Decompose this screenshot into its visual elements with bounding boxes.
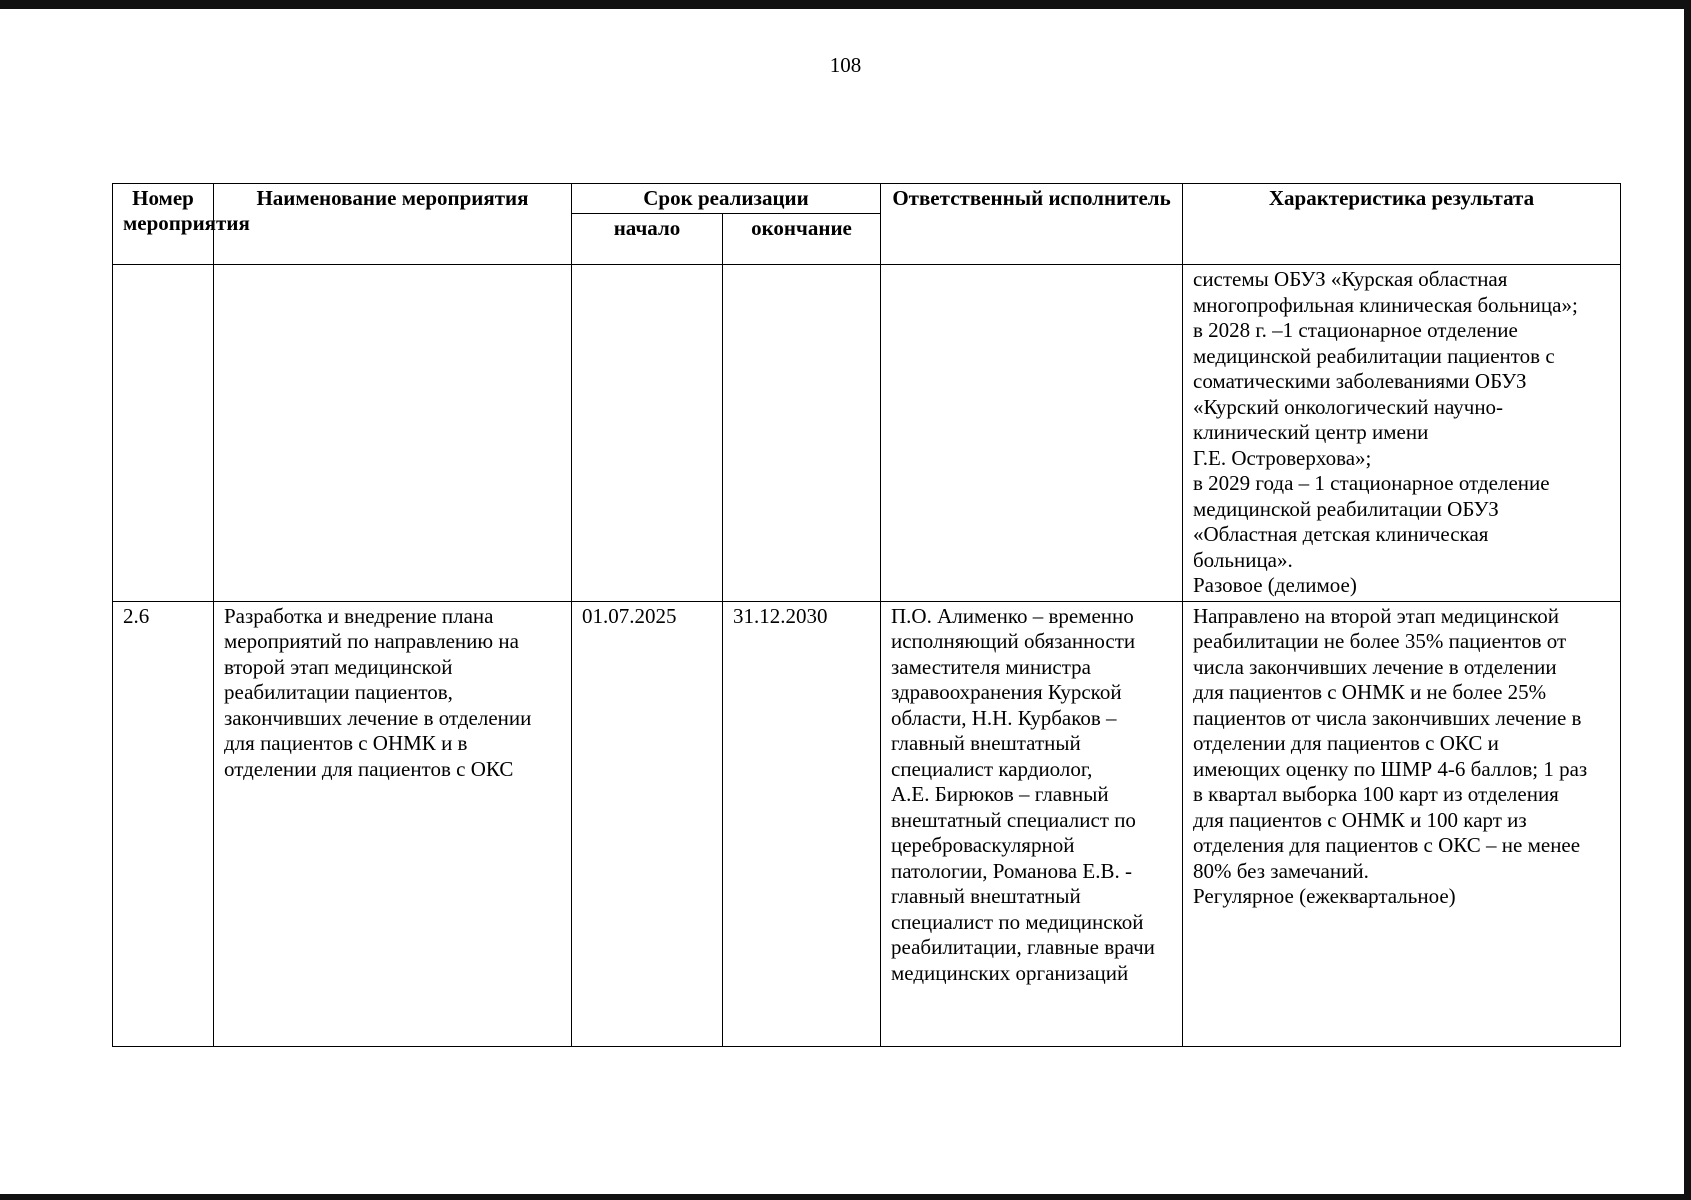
cell-responsible: [881, 601, 1183, 1047]
cell-number: [113, 265, 214, 602]
plan-table: [112, 183, 1621, 1047]
result-line: Разовое (делимое): [1193, 573, 1357, 597]
header-end: окончание: [723, 214, 881, 265]
header-responsible: Ответственный исполнитель: [881, 184, 1183, 265]
responsible-line: главный внештатный: [891, 731, 1081, 755]
table-row: [113, 265, 1621, 602]
scan-border-top: [0, 0, 1691, 9]
result-line: медицинской реабилитации пациентов с: [1193, 343, 1555, 368]
result-line: «Курский онкологический научно-: [1193, 394, 1504, 419]
result-line: клинический центр имени: [1193, 420, 1429, 444]
result-line: пациентов от числа закончивших лечение в: [1193, 705, 1582, 730]
result-line: реабилитации не более 35% пациентов от: [1193, 629, 1567, 653]
result-line: «Областная детская клиническая: [1193, 522, 1489, 546]
result-line: многопрофильная клиническая больница»;: [1193, 292, 1578, 317]
responsible-line: цереброваскулярной: [891, 833, 1075, 857]
name-line: второй этап медицинской: [224, 654, 453, 679]
result-line: имеющих оценку по ШМР 4-6 баллов; 1 раз: [1193, 756, 1588, 781]
cell-result: [1183, 601, 1621, 1047]
responsible-line: медицинских организаций: [891, 960, 1129, 985]
table-row: [113, 601, 1621, 1047]
result-line: больница».: [1193, 547, 1293, 572]
responsible-line: А.Е. Бирюков – главный: [891, 782, 1109, 806]
result-line: соматическими заболеваниями ОБУЗ: [1193, 369, 1527, 393]
responsible-line: П.О. Алименко – временно: [891, 603, 1134, 628]
result-line: отделении для пациентов с ОКС и: [1193, 731, 1499, 755]
responsible-line: специалист кардиолог,: [891, 756, 1093, 781]
header-start: начало: [572, 214, 723, 265]
result-line: в 2029 года – 1 стационарное отделение: [1193, 471, 1550, 495]
result-line: для пациентов с ОНМК и 100 карт из: [1193, 807, 1527, 832]
header-period: Срок реализации: [572, 184, 881, 214]
responsible-line: реабилитации, главные врачи: [891, 935, 1155, 959]
responsible-line: заместителя министра: [891, 654, 1091, 679]
result-line: в квартал выборка 100 карт из отделения: [1193, 782, 1559, 806]
responsible-line: патологии, Романова Е.В. -: [891, 858, 1132, 883]
result-line: Регулярное (ежеквартальное): [1193, 884, 1456, 908]
cell-end: 31.12.2030: [723, 601, 881, 1047]
responsible-line: здравоохранения Курской: [891, 680, 1122, 704]
name-line: закончивших лечение в отделении: [224, 705, 532, 730]
responsible-line: главный внештатный: [891, 884, 1081, 908]
name-line: отделении для пациентов с ОКС: [224, 756, 514, 781]
cell-responsible: [881, 265, 1183, 602]
result-line: системы ОБУЗ «Курская областная: [1193, 267, 1508, 291]
responsible-line: внештатный специалист по: [891, 807, 1136, 832]
cell-name: [214, 265, 572, 602]
result-line: в 2028 г. –1 стационарное отделение: [1193, 318, 1518, 342]
result-line: отделения для пациентов с ОКС – не менее: [1193, 833, 1581, 857]
responsible-line: исполняющий обязанности: [891, 629, 1136, 653]
name-line: Разработка и внедрение плана: [224, 603, 494, 628]
cell-start: [572, 265, 723, 602]
result-line: для пациентов с ОНМК и не более 25%: [1193, 680, 1547, 704]
responsible-line: специалист по медицинской: [891, 909, 1144, 934]
name-line: реабилитации пациентов,: [224, 680, 453, 704]
result-line: 80% без замечаний.: [1193, 858, 1369, 883]
cell-end: [723, 265, 881, 602]
cell-name: [214, 601, 572, 1047]
name-line: для пациентов с ОНМК и в: [224, 731, 468, 755]
scan-border-bottom: [0, 1194, 1691, 1200]
cell-number: 2.6: [113, 601, 214, 1047]
result-line: медицинской реабилитации ОБУЗ: [1193, 496, 1499, 521]
name-line: мероприятий по направлению на: [224, 629, 519, 653]
header-result: Характеристика результата: [1183, 184, 1621, 265]
result-line: числа закончивших лечение в отделении: [1193, 654, 1557, 679]
header-row: [113, 184, 1621, 214]
result-line: Направлено на второй этап медицинской: [1193, 603, 1559, 628]
cell-result: [1183, 265, 1621, 602]
cell-start: 01.07.2025: [572, 601, 723, 1047]
scan-border-right: [1684, 0, 1691, 1200]
header-name: Наименование мероприятия: [214, 184, 572, 265]
header-number: Номер мероприятия: [113, 184, 214, 265]
responsible-line: области, Н.Н. Курбаков –: [891, 705, 1117, 730]
page-number: 108: [829, 53, 862, 77]
result-line: Г.Е. Островерхова»;: [1193, 445, 1372, 470]
